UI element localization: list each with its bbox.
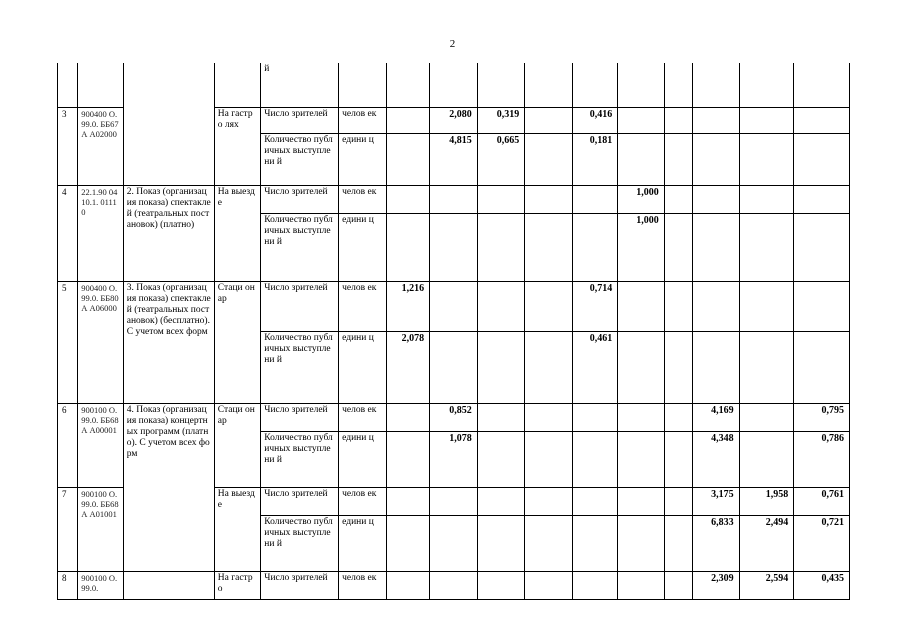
value-cell [572,213,618,281]
unit-of-measure: едини ц [339,431,387,487]
value-cell [430,331,478,403]
value-cell [794,63,850,107]
service-code: 900400 О.99.0. ББ80А А06000 [78,281,124,403]
value-cell: 4,169 [693,403,740,431]
value-cell [386,107,429,133]
unit-of-measure: челов ек [339,107,387,133]
value-cell [477,185,525,213]
value-cell [525,571,573,599]
value-cell [739,107,794,133]
value-cell [794,213,850,281]
unit-of-measure [339,63,387,107]
value-cell [386,403,429,431]
value-cell: 4,348 [693,431,740,487]
value-cell [794,185,850,213]
value-cell [477,487,525,515]
value-cell [739,431,794,487]
value-cell [664,571,692,599]
value-cell [794,331,850,403]
value-cell [664,515,692,571]
value-cell: 0,721 [794,515,850,571]
value-cell: 0,714 [572,281,618,331]
value-cell [477,431,525,487]
unit-of-measure: едини ц [339,133,387,185]
indicator-name: Число зрителей [261,107,339,133]
value-cell [739,213,794,281]
value-cell [386,213,429,281]
value-cell: 2,309 [693,571,740,599]
value-cell [618,331,665,403]
indicator-name: Количество публичных выступлени й [261,213,339,281]
service-name [123,571,214,599]
value-cell [477,571,525,599]
value-cell: 0,786 [794,431,850,487]
service-code [78,63,124,107]
value-cell [794,281,850,331]
service-condition: На гастро [214,571,261,599]
value-cell [739,281,794,331]
value-cell [525,515,573,571]
value-cell [618,133,665,185]
value-cell [525,107,573,133]
service-condition: Стаци онар [214,281,261,403]
value-cell [664,185,692,213]
value-cell [386,487,429,515]
value-cell: 4,815 [430,133,478,185]
value-cell [618,487,665,515]
value-cell [618,571,665,599]
value-cell [739,63,794,107]
value-cell: 1,000 [618,185,665,213]
indicator-name: Число зрителей [261,487,339,515]
indicator-name: Число зрителей [261,571,339,599]
service-code: 22.1.90 0410.1. 01110 [78,185,124,281]
value-cell [794,133,850,185]
value-cell [693,185,740,213]
unit-of-measure: челов ек [339,281,387,331]
value-cell [430,63,478,107]
value-cell [794,107,850,133]
value-cell [664,281,692,331]
value-cell [477,281,525,331]
unit-of-measure: челов ек [339,185,387,213]
value-cell [572,63,618,107]
value-cell [739,133,794,185]
value-cell [525,213,573,281]
value-cell: 2,080 [430,107,478,133]
value-cell [386,431,429,487]
value-cell [664,403,692,431]
value-cell [525,331,573,403]
indicator-name: Количество публичных выступлени й [261,331,339,403]
value-cell [572,487,618,515]
value-cell [525,431,573,487]
value-cell [430,515,478,571]
value-cell [386,185,429,213]
value-cell [618,63,665,107]
value-cell: 0,665 [477,133,525,185]
indicator-name: Число зрителей [261,281,339,331]
value-cell [386,571,429,599]
value-cell [664,133,692,185]
row-number: 5 [58,281,78,403]
unit-of-measure: едини ц [339,213,387,281]
value-cell [525,63,573,107]
service-condition: На гастро лях [214,107,261,185]
value-cell [618,431,665,487]
service-condition: На выезде [214,487,261,571]
value-cell: 0,461 [572,331,618,403]
value-cell [386,63,429,107]
value-cell: 0,761 [794,487,850,515]
data-table [57,63,850,600]
table-row [58,571,850,599]
service-condition: На выезде [214,185,261,281]
value-cell [618,515,665,571]
service-code: 900400 О.99.0. ББ67А А02000 [78,107,124,185]
unit-of-measure: челов ек [339,403,387,431]
service-name: 4. Показ (организация показа) концертных программ (платно). С учетом всех форм [123,403,214,571]
value-cell [477,403,525,431]
value-cell: 2,078 [386,331,429,403]
indicator-name: Количество публичных выступлени й [261,431,339,487]
value-cell [572,403,618,431]
value-cell [477,213,525,281]
value-cell [525,281,573,331]
service-code: 900100 О.99.0. ББ68А А01001 [78,487,124,571]
value-cell [664,487,692,515]
table-row [58,281,850,331]
row-number: 7 [58,487,78,571]
value-cell [693,107,740,133]
value-cell [430,571,478,599]
value-cell: 0,852 [430,403,478,431]
value-cell: 2,594 [739,571,794,599]
indicator-name: Количество публичных выступлени й [261,515,339,571]
value-cell: 1,078 [430,431,478,487]
value-cell [572,185,618,213]
value-cell [525,403,573,431]
value-cell [739,185,794,213]
value-cell [525,133,573,185]
service-condition: Стаци онар [214,403,261,487]
unit-of-measure: челов ек [339,571,387,599]
value-cell [693,133,740,185]
row-number: 6 [58,403,78,487]
value-cell [664,107,692,133]
row-number: 4 [58,185,78,281]
unit-of-measure: едини ц [339,331,387,403]
value-cell [618,281,665,331]
value-cell: 1,000 [618,213,665,281]
value-cell [525,487,573,515]
service-name: 3. Показ (организация показа) спектаклей (театральных постановок) (бесплатно). С учетом всех форм [123,281,214,403]
table-row [58,63,850,107]
row-number: 8 [58,571,78,599]
value-cell [572,515,618,571]
value-cell [430,185,478,213]
value-cell [525,185,573,213]
table-row [58,185,850,213]
value-cell [739,403,794,431]
value-cell [739,331,794,403]
value-cell [693,213,740,281]
indicator-name: Число зрителей [261,185,339,213]
value-cell [477,331,525,403]
unit-of-measure: челов ек [339,487,387,515]
value-cell [618,403,665,431]
indicator-name: Количество публичных выступлени й [261,133,339,185]
value-cell [572,571,618,599]
value-cell: 1,216 [386,281,429,331]
value-cell [664,431,692,487]
value-cell [664,63,692,107]
value-cell [430,281,478,331]
value-cell: 0,416 [572,107,618,133]
value-cell [477,515,525,571]
value-cell [618,107,665,133]
unit-of-measure: едини ц [339,515,387,571]
service-name [123,63,214,185]
value-cell: 0,795 [794,403,850,431]
value-cell [572,431,618,487]
value-cell: 0,435 [794,571,850,599]
table-row [58,403,850,431]
value-cell [430,487,478,515]
value-cell: 0,319 [477,107,525,133]
value-cell [386,133,429,185]
value-cell: 6,833 [693,515,740,571]
service-name: 2. Показ (организация показа) спектаклей (театральных постановок) (платно) [123,185,214,281]
value-cell [664,331,692,403]
service-code: 900100 О.99.0. ББ68А А00001 [78,403,124,487]
row-number: 3 [58,107,78,185]
value-cell [664,213,692,281]
value-cell: 1,958 [739,487,794,515]
service-condition [214,63,261,107]
value-cell [693,281,740,331]
indicator-name: Число зрителей [261,403,339,431]
page-number: 2 [449,38,456,50]
value-cell: 3,175 [693,487,740,515]
value-cell: 2,494 [739,515,794,571]
value-cell [693,331,740,403]
value-cell: 0,181 [572,133,618,185]
indicator-name: й [261,63,339,107]
value-cell [693,63,740,107]
service-code: 900100 О.99.0. [78,571,124,599]
value-cell [477,63,525,107]
row-number [58,63,78,107]
value-cell [386,515,429,571]
value-cell [430,213,478,281]
